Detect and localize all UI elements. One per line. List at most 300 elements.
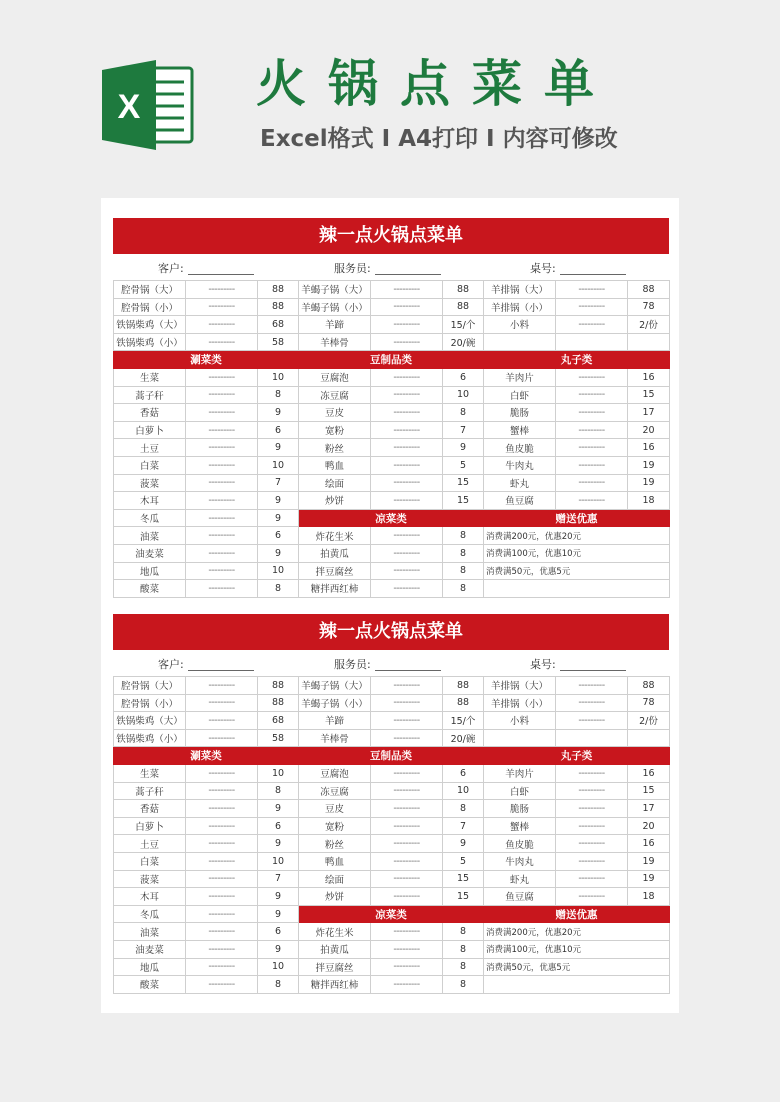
dash-filler: --------- [556, 694, 628, 712]
table-row [114, 940, 670, 958]
dash-filler: --------- [371, 281, 443, 299]
dish-price: 6 [443, 368, 484, 386]
dish-name: 豆皮 [299, 800, 371, 818]
empty-cell [484, 333, 556, 351]
dash-filler: --------- [371, 404, 443, 422]
dish-price: 16 [628, 368, 670, 386]
dash-filler: --------- [556, 800, 628, 818]
dash-filler: --------- [371, 940, 443, 958]
dash-filler: --------- [186, 421, 258, 439]
dash-filler: --------- [186, 544, 258, 562]
waiter-blank[interactable] [375, 264, 441, 275]
dish-name: 糖拌西红柿 [299, 580, 371, 598]
dish-price: 88 [443, 281, 484, 299]
dish-name: 土豆 [114, 835, 186, 853]
dash-filler: --------- [186, 729, 258, 747]
table-row [114, 562, 670, 580]
dish-name: 羊排锅（大） [484, 281, 556, 299]
menu-table [113, 280, 670, 598]
dish-price: 10 [258, 562, 299, 580]
dish-price: 8 [443, 562, 484, 580]
table-number-label: 桌号: [530, 658, 556, 671]
dash-filler: --------- [186, 404, 258, 422]
table-row [114, 800, 670, 818]
dish-name: 羊蝎子锅（小） [299, 298, 371, 316]
dish-price: 9 [258, 404, 299, 422]
dish-name: 蟹棒 [484, 817, 556, 835]
dish-name: 拍黄瓜 [299, 940, 371, 958]
dash-filler: --------- [186, 905, 258, 923]
table-number-blank[interactable] [560, 264, 626, 275]
table-row [114, 905, 670, 923]
dish-price: 88 [258, 298, 299, 316]
dish-name: 白菜 [114, 456, 186, 474]
dash-filler: --------- [556, 677, 628, 695]
dish-price: 18 [628, 492, 670, 510]
dash-filler: --------- [186, 817, 258, 835]
dish-price: 15 [443, 474, 484, 492]
dish-price: 19 [628, 870, 670, 888]
dash-filler: --------- [186, 835, 258, 853]
dish-price: 7 [258, 474, 299, 492]
dish-name: 羊排锅（小） [484, 298, 556, 316]
section-header-row [114, 747, 670, 765]
dash-filler: --------- [371, 421, 443, 439]
sheet-title: 辣一点火锅点菜单 [113, 218, 669, 254]
empty-cell [628, 729, 670, 747]
dash-filler: --------- [186, 888, 258, 906]
dish-price: 7 [443, 421, 484, 439]
empty-cell [556, 729, 628, 747]
dash-filler: --------- [556, 386, 628, 404]
dish-price: 5 [443, 852, 484, 870]
dish-price: 2/份 [628, 712, 670, 730]
dish-price: 9 [258, 940, 299, 958]
dash-filler: --------- [186, 764, 258, 782]
dash-filler: --------- [186, 333, 258, 351]
dish-name: 土豆 [114, 439, 186, 457]
dash-filler: --------- [371, 852, 443, 870]
dish-price: 9 [443, 439, 484, 457]
dish-name: 炸花生米 [299, 527, 371, 545]
dish-name: 绘面 [299, 870, 371, 888]
dish-price: 6 [258, 421, 299, 439]
promotion-text: 消费满200元，优惠20元 [484, 527, 670, 545]
dish-name: 冬瓜 [114, 509, 186, 527]
dash-filler: --------- [556, 404, 628, 422]
customer-field[interactable] [158, 656, 254, 672]
dish-price: 18 [628, 888, 670, 906]
dish-price: 16 [628, 835, 670, 853]
table-row [114, 333, 670, 351]
dash-filler: --------- [556, 456, 628, 474]
dash-filler: --------- [371, 368, 443, 386]
waiter-label: 服务员: [334, 658, 371, 671]
dish-name: 油菜 [114, 527, 186, 545]
dish-name: 羊肉片 [484, 368, 556, 386]
section-header: 凉菜类 [299, 509, 484, 527]
promotion-text [484, 976, 670, 994]
dash-filler: --------- [556, 421, 628, 439]
dish-name: 油麦菜 [114, 940, 186, 958]
dash-filler: --------- [371, 298, 443, 316]
dish-name: 香菇 [114, 800, 186, 818]
dish-price: 7 [258, 870, 299, 888]
dash-filler: --------- [556, 298, 628, 316]
menu-paper [101, 198, 679, 1013]
dish-price: 58 [258, 729, 299, 747]
menu-table [113, 676, 670, 994]
dash-filler: --------- [186, 782, 258, 800]
dish-name: 羊肉片 [484, 764, 556, 782]
dash-filler: --------- [186, 940, 258, 958]
dish-price: 10 [443, 782, 484, 800]
dish-price: 2/份 [628, 316, 670, 334]
dish-name: 羊蹄 [299, 316, 371, 334]
dish-name: 羊棒骨 [299, 729, 371, 747]
dish-name: 羊棒骨 [299, 333, 371, 351]
dish-name: 虾丸 [484, 870, 556, 888]
dash-filler: --------- [371, 800, 443, 818]
dash-filler: --------- [186, 677, 258, 695]
dish-price: 16 [628, 764, 670, 782]
dash-filler: --------- [371, 527, 443, 545]
customer-blank[interactable] [188, 264, 254, 275]
dish-price: 15/个 [443, 712, 484, 730]
dash-filler: --------- [556, 492, 628, 510]
dish-name: 生菜 [114, 764, 186, 782]
dish-name: 拍黄瓜 [299, 544, 371, 562]
dash-filler: --------- [556, 316, 628, 334]
table-row [114, 782, 670, 800]
dish-name: 糖拌西红柿 [299, 976, 371, 994]
sheet-title: 辣一点火锅点菜单 [113, 614, 669, 650]
table-row [114, 421, 670, 439]
dash-filler: --------- [186, 870, 258, 888]
dish-name: 油菜 [114, 923, 186, 941]
dish-name: 粉丝 [299, 835, 371, 853]
section-header: 涮菜类 [114, 747, 299, 765]
dash-filler: --------- [186, 281, 258, 299]
dish-name: 酸菜 [114, 976, 186, 994]
dish-name: 羊排锅（大） [484, 677, 556, 695]
dash-filler: --------- [371, 677, 443, 695]
dash-filler: --------- [186, 976, 258, 994]
dash-filler: --------- [371, 817, 443, 835]
dish-name: 炸花生米 [299, 923, 371, 941]
dash-filler: --------- [556, 852, 628, 870]
dish-name: 鱼皮脆 [484, 439, 556, 457]
dish-price: 88 [258, 694, 299, 712]
table-row [114, 835, 670, 853]
dish-price: 78 [628, 298, 670, 316]
dish-name: 白虾 [484, 782, 556, 800]
dish-price: 7 [443, 817, 484, 835]
dish-price: 88 [628, 677, 670, 695]
table-row [114, 888, 670, 906]
dash-filler: --------- [186, 492, 258, 510]
table-row [114, 712, 670, 730]
dish-price: 88 [258, 677, 299, 695]
dash-filler: --------- [371, 386, 443, 404]
table-row [114, 729, 670, 747]
dish-price: 15 [443, 492, 484, 510]
dish-price: 9 [258, 905, 299, 923]
dish-name: 菠菜 [114, 474, 186, 492]
dish-name: 木耳 [114, 492, 186, 510]
dish-price: 8 [258, 976, 299, 994]
dash-filler: --------- [186, 800, 258, 818]
dish-name: 腔骨锅（大） [114, 677, 186, 695]
dish-name: 牛肉丸 [484, 456, 556, 474]
dash-filler: --------- [186, 368, 258, 386]
dash-filler: --------- [186, 298, 258, 316]
dash-filler: --------- [371, 976, 443, 994]
dash-filler: --------- [371, 835, 443, 853]
dish-price: 19 [628, 456, 670, 474]
dash-filler: --------- [556, 888, 628, 906]
dish-price: 9 [258, 509, 299, 527]
table-row [114, 492, 670, 510]
dish-name: 宽粉 [299, 421, 371, 439]
section-header: 赠送优惠 [484, 905, 670, 923]
dash-filler: --------- [371, 729, 443, 747]
dish-name: 铁锅柴鸡（大） [114, 316, 186, 334]
table-row [114, 764, 670, 782]
dish-price: 10 [258, 764, 299, 782]
dash-filler: --------- [556, 439, 628, 457]
dash-filler: --------- [371, 782, 443, 800]
dish-name: 鱼豆腐 [484, 888, 556, 906]
dish-name: 脆肠 [484, 404, 556, 422]
dash-filler: --------- [186, 316, 258, 334]
dish-name: 铁锅柴鸡（小） [114, 729, 186, 747]
dish-name: 羊蹄 [299, 712, 371, 730]
dish-name: 宽粉 [299, 817, 371, 835]
dish-price: 58 [258, 333, 299, 351]
dash-filler: --------- [186, 474, 258, 492]
dish-price: 8 [443, 527, 484, 545]
dish-name: 鱼豆腐 [484, 492, 556, 510]
dash-filler: --------- [556, 835, 628, 853]
dish-name: 腔骨锅（小） [114, 694, 186, 712]
promotion-text: 消费满200元，优惠20元 [484, 923, 670, 941]
page-title: 火锅点菜单 [256, 55, 616, 113]
section-header: 丸子类 [484, 351, 670, 369]
dish-price: 8 [258, 386, 299, 404]
dish-price: 5 [443, 456, 484, 474]
dish-price: 8 [443, 940, 484, 958]
promotion-text: 消费满100元，优惠10元 [484, 940, 670, 958]
dish-price: 15 [628, 782, 670, 800]
dash-filler: --------- [556, 782, 628, 800]
table-number-blank[interactable] [560, 660, 626, 671]
menu-sheet [113, 614, 669, 994]
waiter-blank[interactable] [375, 660, 441, 671]
dish-price: 17 [628, 404, 670, 422]
dash-filler: --------- [186, 509, 258, 527]
dish-name: 鸭血 [299, 852, 371, 870]
promotion-text: 消费满50元，优惠5元 [484, 958, 670, 976]
dish-price: 10 [258, 456, 299, 474]
section-header: 凉菜类 [299, 905, 484, 923]
table-number-field[interactable] [530, 656, 626, 672]
dish-name: 铁锅柴鸡（小） [114, 333, 186, 351]
dish-price: 20/碗 [443, 729, 484, 747]
dish-name: 小料 [484, 712, 556, 730]
customer-field[interactable] [158, 260, 254, 276]
dish-name: 生菜 [114, 368, 186, 386]
dash-filler: --------- [556, 474, 628, 492]
dash-filler: --------- [556, 764, 628, 782]
info-row [113, 254, 669, 280]
dish-price: 6 [443, 764, 484, 782]
dish-name: 蒿子秆 [114, 386, 186, 404]
dish-price: 6 [258, 817, 299, 835]
dash-filler: --------- [556, 368, 628, 386]
dish-price: 9 [258, 439, 299, 457]
dash-filler: --------- [186, 527, 258, 545]
dish-price: 9 [258, 800, 299, 818]
dash-filler: --------- [371, 580, 443, 598]
dish-price: 8 [443, 580, 484, 598]
dish-price: 17 [628, 800, 670, 818]
dish-price: 19 [628, 474, 670, 492]
dish-name: 鸭血 [299, 456, 371, 474]
dish-name: 羊蝎子锅（大） [299, 281, 371, 299]
customer-blank[interactable] [188, 660, 254, 671]
dash-filler: --------- [186, 562, 258, 580]
empty-cell [484, 729, 556, 747]
dish-price: 78 [628, 694, 670, 712]
table-row [114, 404, 670, 422]
dish-name: 绘面 [299, 474, 371, 492]
dash-filler: --------- [371, 456, 443, 474]
promotion-text [484, 580, 670, 598]
table-row [114, 694, 670, 712]
table-row [114, 509, 670, 527]
dash-filler: --------- [371, 562, 443, 580]
dish-price: 8 [443, 958, 484, 976]
dash-filler: --------- [556, 870, 628, 888]
promotion-text: 消费满50元，优惠5元 [484, 562, 670, 580]
dish-price: 88 [443, 694, 484, 712]
table-row [114, 316, 670, 334]
table-row [114, 817, 670, 835]
table-row [114, 852, 670, 870]
dash-filler: --------- [186, 852, 258, 870]
waiter-label: 服务员: [334, 262, 371, 275]
dish-price: 8 [443, 976, 484, 994]
dish-name: 虾丸 [484, 474, 556, 492]
dish-price: 9 [258, 544, 299, 562]
table-row [114, 544, 670, 562]
dish-name: 白虾 [484, 386, 556, 404]
dish-price: 9 [258, 492, 299, 510]
dish-name: 小料 [484, 316, 556, 334]
dish-price: 8 [443, 923, 484, 941]
table-row [114, 439, 670, 457]
dish-name: 炒饼 [299, 492, 371, 510]
menu-sheet [113, 218, 669, 598]
table-row [114, 281, 670, 299]
dish-name: 拌豆腐丝 [299, 958, 371, 976]
table-row [114, 368, 670, 386]
table-row [114, 958, 670, 976]
dash-filler: --------- [371, 694, 443, 712]
table-row [114, 580, 670, 598]
svg-text:X: X [117, 88, 141, 126]
dash-filler: --------- [556, 281, 628, 299]
dash-filler: --------- [371, 492, 443, 510]
dish-price: 20 [628, 421, 670, 439]
info-row [113, 650, 669, 676]
table-number-field[interactable] [530, 260, 626, 276]
dish-name: 粉丝 [299, 439, 371, 457]
empty-cell [628, 333, 670, 351]
table-number-label: 桌号: [530, 262, 556, 275]
dash-filler: --------- [371, 958, 443, 976]
dish-name: 油麦菜 [114, 544, 186, 562]
dish-name: 香菇 [114, 404, 186, 422]
waiter-field[interactable] [334, 260, 441, 276]
dash-filler: --------- [556, 712, 628, 730]
dish-name: 拌豆腐丝 [299, 562, 371, 580]
table-row [114, 527, 670, 545]
section-header-row [114, 351, 670, 369]
section-header: 豆制品类 [299, 351, 484, 369]
dish-price: 8 [258, 782, 299, 800]
dish-price: 10 [258, 368, 299, 386]
dish-name: 蟹棒 [484, 421, 556, 439]
dish-price: 9 [258, 888, 299, 906]
dish-name: 脆肠 [484, 800, 556, 818]
table-row [114, 386, 670, 404]
dash-filler: --------- [371, 870, 443, 888]
waiter-field[interactable] [334, 656, 441, 672]
dash-filler: --------- [371, 544, 443, 562]
dish-name: 冻豆腐 [299, 386, 371, 404]
dish-price: 88 [443, 298, 484, 316]
dish-price: 8 [443, 544, 484, 562]
table-row [114, 677, 670, 695]
dish-name: 牛肉丸 [484, 852, 556, 870]
dash-filler: --------- [371, 764, 443, 782]
dish-price: 15 [443, 870, 484, 888]
table-row [114, 923, 670, 941]
dash-filler: --------- [371, 316, 443, 334]
table-row [114, 298, 670, 316]
dash-filler: --------- [186, 694, 258, 712]
dish-price: 15 [443, 888, 484, 906]
dash-filler: --------- [371, 888, 443, 906]
dish-name: 羊排锅（小） [484, 694, 556, 712]
dish-name: 腔骨锅（小） [114, 298, 186, 316]
dish-name: 鱼皮脆 [484, 835, 556, 853]
dash-filler: --------- [371, 712, 443, 730]
dish-name: 冬瓜 [114, 905, 186, 923]
dash-filler: --------- [186, 712, 258, 730]
dish-name: 白菜 [114, 852, 186, 870]
dash-filler: --------- [556, 817, 628, 835]
dish-price: 10 [258, 958, 299, 976]
dash-filler: --------- [186, 923, 258, 941]
dish-name: 豆皮 [299, 404, 371, 422]
dish-price: 8 [443, 800, 484, 818]
dish-name: 地瓜 [114, 562, 186, 580]
dash-filler: --------- [186, 386, 258, 404]
dish-name: 炒饼 [299, 888, 371, 906]
